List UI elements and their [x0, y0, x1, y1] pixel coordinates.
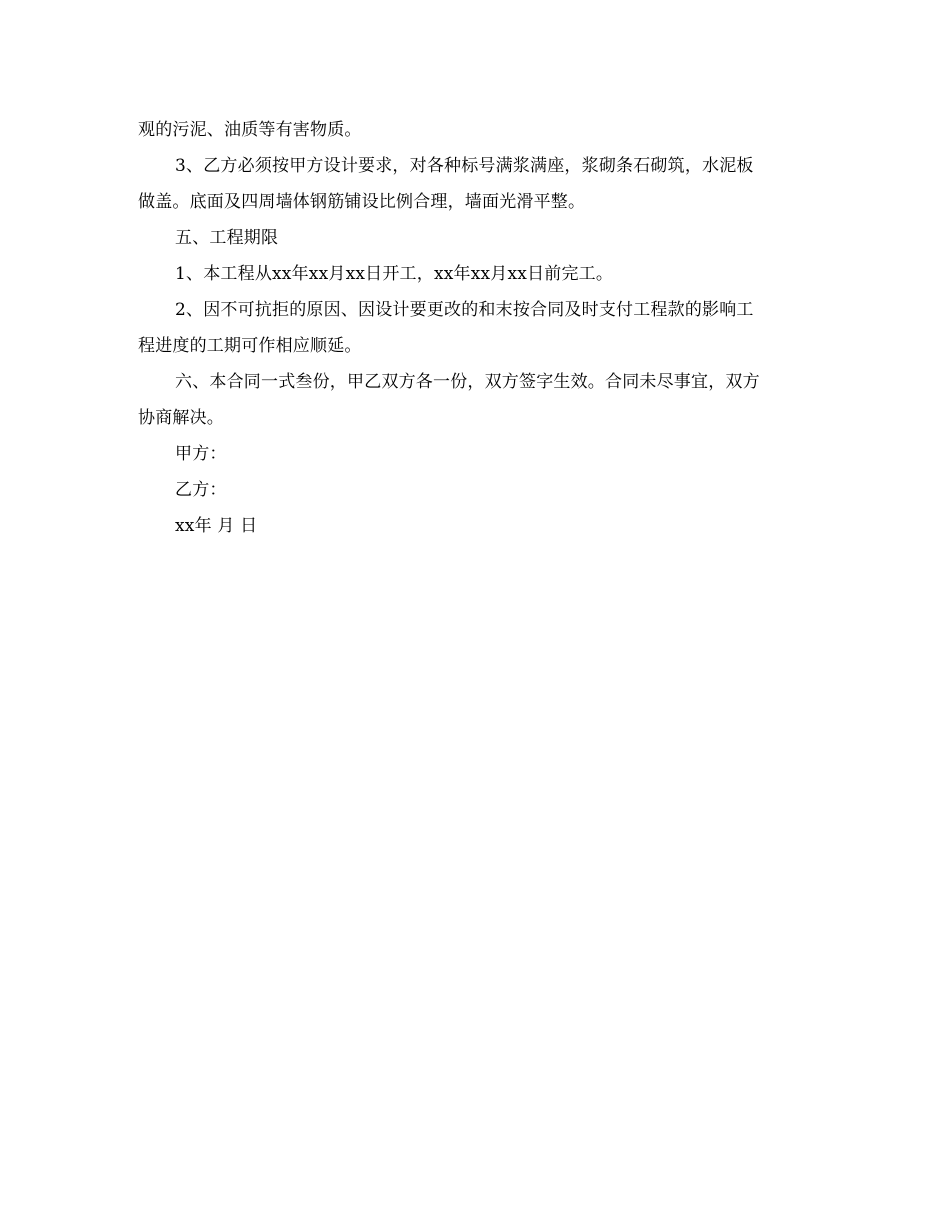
party-a-signature-label: 甲方：: [175, 444, 227, 464]
schedule-clause-1: 1、本工程从xx年xx月xx日开工，xx年xx月xx日前完工。: [175, 264, 614, 284]
signature-date: xx年 月 日: [175, 516, 258, 536]
section-heading-schedule: 五、工程期限: [175, 228, 279, 248]
schedule-clause-2-continuation: 程进度的工期可作相应顺延。: [138, 336, 362, 356]
section-six-continuation: 协商解决。: [138, 408, 224, 428]
schedule-clause-2: 2、因不可抗拒的原因、因设计要更改的和末按合同及时支付工程款的影响工: [175, 300, 754, 320]
document-body: [138, 116, 818, 548]
paragraph-line: 观的污泥、油质等有害物质。: [138, 120, 362, 140]
clause-3-continuation: 做盖。底面及四周墙体钢筋铺设比例合理，墙面光滑平整。: [138, 192, 586, 212]
clause-3-line: 3、乙方必须按甲方设计要求，对各种标号满浆满座，浆砌条石砌筑，水泥板: [175, 156, 754, 176]
section-six-line: 六、本合同一式叁份，甲乙双方各一份，双方签字生效。合同未尽事宜，双方: [175, 372, 760, 392]
party-b-signature-label: 乙方：: [175, 480, 227, 500]
